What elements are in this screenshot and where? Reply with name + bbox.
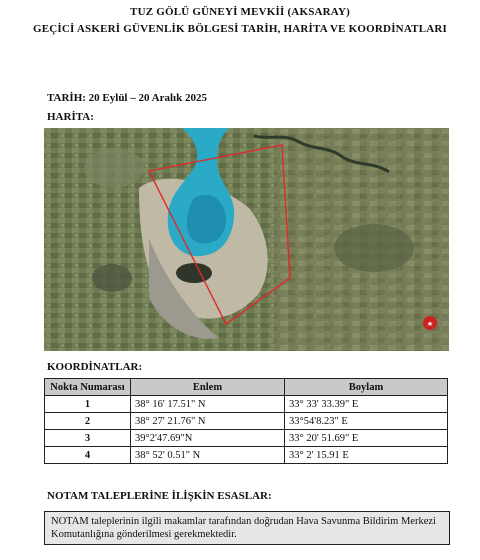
notam-text-box xyxy=(44,511,450,545)
point-number: 2 xyxy=(45,413,131,430)
column-header-longitude: Boylam xyxy=(285,379,448,396)
table-row xyxy=(45,447,448,464)
point-number: 1 xyxy=(45,396,131,413)
column-header-latitude: Enlem xyxy=(131,379,285,396)
longitude-cell: 33° 33' 33.39" E xyxy=(285,396,448,413)
table-row xyxy=(45,413,448,430)
date-line xyxy=(47,92,207,104)
date-value: 20 Eylül – 20 Aralık 2025 xyxy=(88,92,207,104)
notam-text: NOTAM taleplerinin ilgili makamlar tarafından doğrudan Hava Savunma Bildirim Merkezi Komutanlığına gönderilmesi gerekmektedir. xyxy=(51,516,436,540)
coordinates-heading: KOORDİNATLAR: xyxy=(47,361,143,373)
map-heading: HARİTA: xyxy=(47,111,94,123)
latitude-cell: 39°2'47.69"N xyxy=(131,430,285,447)
column-header-point: Nokta Numarası xyxy=(45,379,131,396)
table-row xyxy=(45,430,448,447)
point-number: 4 xyxy=(45,447,131,464)
satellite-map xyxy=(44,128,449,351)
satellite-map-image xyxy=(44,128,449,351)
document-subtitle: GEÇİCİ ASKERİ GÜVENLİK BÖLGESİ TARİH, HARİTA VE KOORDİNATLARI xyxy=(33,23,447,35)
document-title: TUZ GÖLÜ GÜNEYİ MEVKİİ (AKSARAY) xyxy=(130,6,350,18)
latitude-cell: 38° 27' 21.76" N xyxy=(131,413,285,430)
table-header-row xyxy=(45,379,448,396)
latitude-cell: 38° 52' 0.51" N xyxy=(131,447,285,464)
longitude-cell: 33° 20' 51.69" E xyxy=(285,430,448,447)
svg-text:★: ★ xyxy=(426,321,434,328)
date-label: TARİH: xyxy=(47,92,86,104)
table-row xyxy=(45,396,448,413)
longitude-cell: 33°54'8.23" E xyxy=(285,413,448,430)
latitude-cell: 38° 16' 17.51" N xyxy=(131,396,285,413)
longitude-cell: 33° 2' 15.91 E xyxy=(285,447,448,464)
point-number: 3 xyxy=(45,430,131,447)
coordinates-table xyxy=(44,378,448,464)
notam-heading: NOTAM TALEPLERİNE İLİŞKİN ESASLAR: xyxy=(47,490,272,502)
